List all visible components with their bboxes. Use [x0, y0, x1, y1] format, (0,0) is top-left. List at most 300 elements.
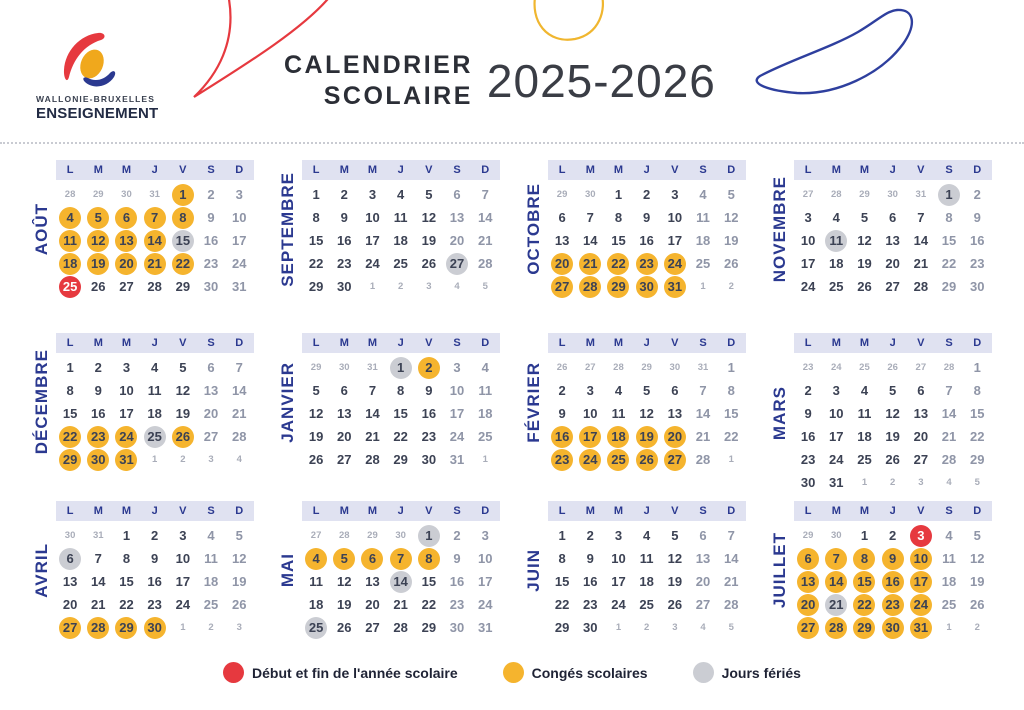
header: [0, 0, 1024, 143]
day-cell: 23: [802, 362, 814, 373]
dow-label: L: [312, 337, 320, 349]
day-cell: 31: [915, 189, 927, 200]
day-cell: 29: [859, 189, 870, 200]
day-cell: 7: [822, 547, 850, 570]
day-cell: 23: [421, 429, 437, 444]
logo-text-line1: WALLONIE-BRUXELLES: [36, 94, 155, 104]
day-cell: 20: [661, 425, 689, 448]
day-cell: 26: [885, 452, 900, 467]
day-cell: 12: [337, 574, 352, 589]
day-cell: 4: [832, 210, 840, 225]
day-cell: 19: [723, 233, 739, 248]
day-cell: 7: [917, 210, 925, 225]
day-cell: 28: [84, 616, 112, 639]
day-cell: 1: [152, 454, 158, 465]
dow-label: D: [481, 164, 490, 176]
day-cell: 14: [365, 406, 380, 421]
dow-label: D: [481, 337, 490, 349]
day-cell: 21: [141, 252, 169, 275]
day-cell: 2: [151, 528, 159, 543]
day-cell: 8: [727, 383, 735, 398]
day-cell: 17: [576, 425, 604, 448]
day-cell: 30: [584, 189, 596, 200]
day-cell: 2: [586, 528, 594, 543]
day-cell: 10: [477, 551, 493, 566]
day-cell: 29: [802, 530, 814, 541]
dow-label: M: [339, 337, 349, 349]
day-cell: 28: [338, 530, 350, 541]
day-cell: 31: [697, 362, 709, 373]
day-cell: 18: [56, 252, 84, 275]
day-of-week-header: [548, 160, 746, 180]
dow-label: L: [66, 164, 74, 176]
day-cell: 26: [969, 597, 985, 612]
day-cell: 18: [147, 406, 162, 421]
day-cell: 27: [915, 362, 927, 373]
dow-label: M: [613, 164, 624, 176]
day-cell: 15: [554, 574, 570, 589]
day-cell: 5: [84, 206, 112, 229]
day-cell: 22: [941, 256, 957, 271]
day-cell: 15: [941, 233, 957, 248]
day-cell: 30: [64, 530, 76, 541]
day-cell: 3: [122, 360, 131, 375]
wbe-logo-mark: [58, 32, 122, 90]
day-cell: 1: [700, 281, 706, 292]
day-cell: 1: [558, 528, 566, 543]
day-cell: 30: [337, 279, 352, 294]
day-cell: 4: [643, 528, 651, 543]
day-cell: 12: [231, 551, 247, 566]
dow-label: M: [585, 505, 595, 517]
dow-label: M: [93, 337, 103, 349]
day-cell: 3: [235, 187, 243, 202]
dow-label: L: [66, 337, 74, 349]
day-cell: 15: [393, 406, 408, 421]
day-cell: 12: [969, 551, 985, 566]
day-of-week-header: [56, 160, 254, 180]
day-cell: 16: [449, 574, 465, 589]
day-cell: 29: [393, 452, 408, 467]
day-cell: 6: [112, 206, 140, 229]
school-year: 2025-2026: [486, 54, 716, 107]
day-cell: 28: [613, 362, 624, 373]
day-cell: 19: [633, 425, 661, 448]
day-cell: 12: [667, 551, 683, 566]
dow-label: J: [643, 164, 650, 176]
day-cell: 9: [879, 547, 907, 570]
day-cell: 24: [231, 256, 247, 271]
month-title: AOÛT: [32, 202, 51, 256]
day-cell: 17: [829, 429, 844, 444]
day-cell: 17: [477, 574, 493, 589]
day-cell: 4: [302, 547, 330, 570]
day-cell: 8: [312, 210, 320, 225]
day-cell: 1: [169, 183, 197, 206]
day-cell: 25: [857, 452, 872, 467]
day-cell: 12: [857, 233, 872, 248]
day-cell: 2: [208, 622, 214, 633]
dow-label: J: [151, 505, 158, 517]
day-cell: 13: [794, 570, 822, 593]
month-title: FÉVRIER: [524, 361, 543, 443]
day-cell: 11: [56, 229, 84, 252]
dow-label: M: [613, 505, 624, 517]
day-cell: 3: [907, 524, 935, 547]
day-cell: 7: [699, 383, 707, 398]
day-cell: 30: [583, 620, 598, 635]
day-cell: 3: [614, 528, 623, 543]
day-cell: 28: [830, 189, 842, 200]
day-cell: 18: [203, 574, 219, 589]
day-cell: 7: [387, 547, 415, 570]
day-cell: 22: [969, 429, 985, 444]
day-cell: 19: [885, 429, 900, 444]
day-cell: 25: [859, 362, 870, 373]
dow-label: M: [93, 164, 103, 176]
day-cell: 27: [337, 452, 352, 467]
day-cell: 4: [207, 528, 215, 543]
day-cell: 8: [122, 551, 131, 566]
day-cell: 30: [887, 189, 898, 200]
day-cell: 13: [885, 233, 900, 248]
day-cell: 9: [151, 551, 159, 566]
day-cell: 2: [207, 187, 215, 202]
day-cell: 2: [889, 528, 897, 543]
day-cell: 2: [804, 383, 812, 398]
dow-label: M: [859, 505, 870, 517]
day-cell: 1: [415, 524, 443, 547]
dow-label: S: [453, 505, 461, 517]
day-cell: 7: [727, 528, 735, 543]
month-title: DÉCEMBRE: [32, 349, 51, 455]
day-cell: 3: [671, 187, 679, 202]
day-cell: 9: [94, 383, 102, 398]
dow-label: J: [397, 164, 404, 176]
day-cell: 16: [147, 574, 162, 589]
day-cell: 9: [586, 551, 594, 566]
dow-label: V: [917, 337, 925, 349]
day-cell: 27: [584, 362, 596, 373]
day-cell: 11: [147, 383, 162, 398]
day-cell: 24: [661, 252, 689, 275]
day-cell: 26: [556, 362, 568, 373]
day-cell: 25: [141, 425, 169, 448]
day-cell: 30: [969, 279, 985, 294]
dow-label: S: [699, 337, 707, 349]
day-cell: 11: [639, 551, 654, 566]
day-cell: 18: [639, 574, 654, 589]
day-cell: 26: [308, 452, 324, 467]
day-cell: 13: [554, 233, 570, 248]
legend-label: Début et fin de l'année scolaire: [252, 664, 458, 681]
dow-label: M: [585, 164, 595, 176]
day-cell: 9: [207, 210, 215, 225]
day-cell: 14: [231, 383, 247, 398]
day-cell: 31: [661, 275, 689, 298]
day-cell: 4: [56, 206, 84, 229]
day-cell: 18: [308, 597, 324, 612]
day-cell: 31: [92, 530, 104, 541]
day-cell: 18: [857, 429, 872, 444]
day-of-week-header: [794, 333, 992, 353]
day-cell: 9: [558, 406, 566, 421]
day-cell: 22: [119, 597, 134, 612]
day-cell: 22: [169, 252, 197, 275]
day-cell: 30: [203, 279, 219, 294]
day-cell: 17: [907, 570, 935, 593]
day-cell: 25: [302, 616, 330, 639]
day-cell: 8: [945, 210, 953, 225]
day-cell: 20: [365, 597, 380, 612]
dotted-divider: [0, 142, 1024, 144]
day-cell: 17: [800, 256, 816, 271]
day-cell: 22: [308, 256, 324, 271]
dow-label: J: [397, 337, 404, 349]
dow-label: S: [453, 337, 461, 349]
day-cell: 10: [611, 551, 626, 566]
dow-label: V: [425, 337, 433, 349]
day-cell: 27: [661, 448, 689, 471]
day-cell: 13: [62, 574, 78, 589]
day-cell: 20: [885, 256, 900, 271]
day-cell: 23: [84, 425, 112, 448]
day-cell: 20: [62, 597, 78, 612]
day-cell: 17: [231, 233, 247, 248]
day-cell: 26: [633, 448, 661, 471]
day-cell: 6: [207, 360, 215, 375]
month-decembre: [28, 333, 274, 501]
day-cell: 14: [583, 233, 598, 248]
day-cell: 5: [330, 547, 358, 570]
dow-label: V: [179, 505, 187, 517]
day-cell: 11: [857, 406, 872, 421]
day-cell: 25: [393, 256, 408, 271]
red-circle-icon: [223, 662, 244, 683]
day-cell: 1: [614, 187, 623, 202]
dow-label: L: [804, 164, 812, 176]
day-cell: 5: [727, 187, 735, 202]
day-cell: 3: [453, 360, 461, 375]
day-cell: 27: [119, 279, 134, 294]
day-cell: 8: [415, 547, 443, 570]
day-cell: 28: [393, 620, 408, 635]
dow-label: L: [558, 337, 566, 349]
day-cell: 6: [671, 383, 679, 398]
dow-label: S: [207, 337, 215, 349]
day-cell: 14: [913, 233, 929, 248]
dow-label: S: [453, 164, 461, 176]
month-title: MARS: [770, 386, 789, 441]
day-cell: 27: [885, 279, 900, 294]
dow-label: V: [671, 164, 679, 176]
day-cell: 29: [941, 279, 957, 294]
day-cell: 19: [337, 597, 352, 612]
day-cell: 22: [554, 597, 570, 612]
day-cell: 26: [337, 620, 352, 635]
day-cell: 28: [477, 256, 493, 271]
day-cell: 26: [887, 362, 898, 373]
day-cell: 30: [84, 448, 112, 471]
day-cell: 2: [558, 383, 566, 398]
month-mai: [274, 501, 520, 639]
page-title: [284, 50, 716, 111]
day-cell: 19: [421, 233, 437, 248]
day-cell: 5: [860, 210, 869, 225]
day-cell: 28: [365, 452, 380, 467]
day-of-week-header: [302, 333, 500, 353]
day-cell: 23: [969, 256, 985, 271]
day-cell: 12: [723, 210, 739, 225]
month-fevrier: [520, 333, 766, 501]
day-cell: 16: [583, 574, 598, 589]
day-cell: 6: [453, 187, 461, 202]
day-cell: 8: [66, 383, 74, 398]
day-cell: 2: [728, 281, 734, 292]
day-cell: 15: [850, 570, 878, 593]
day-cell: 30: [338, 362, 350, 373]
day-cell: 3: [804, 210, 812, 225]
day-cell: 24: [800, 279, 816, 294]
day-cell: 20: [449, 233, 465, 248]
day-cell: 28: [941, 452, 957, 467]
day-cell: 21: [723, 574, 739, 589]
day-cell: 2: [180, 454, 186, 465]
day-cell: 13: [667, 406, 683, 421]
day-cell: 5: [974, 477, 980, 488]
day-cell: 10: [175, 551, 191, 566]
dow-label: L: [66, 505, 74, 517]
day-cell: 4: [700, 622, 706, 633]
dow-label: D: [973, 164, 982, 176]
day-cell: 24: [907, 593, 935, 616]
day-cell: 26: [421, 256, 437, 271]
dow-label: M: [367, 337, 378, 349]
day-cell: 21: [913, 256, 929, 271]
day-cell: 27: [443, 252, 471, 275]
day-cell: 23: [337, 256, 352, 271]
day-cell: 19: [175, 406, 191, 421]
day-cell: 11: [393, 210, 408, 225]
day-cell: 2: [415, 356, 443, 379]
dow-label: V: [671, 505, 679, 517]
logo-text-line2: ENSEIGNEMENT: [36, 105, 159, 122]
day-cell: 10: [365, 210, 380, 225]
day-cell: 28: [64, 189, 76, 200]
day-cell: 26: [857, 279, 872, 294]
month-title: JUILLET: [770, 532, 789, 608]
day-cell: 23: [203, 256, 219, 271]
day-cell: 13: [337, 406, 352, 421]
day-cell: 25: [604, 448, 632, 471]
dow-label: V: [179, 337, 187, 349]
day-cell: 24: [112, 425, 140, 448]
day-cell: 7: [586, 210, 594, 225]
day-cell: 4: [236, 454, 242, 465]
day-cell: 5: [235, 528, 243, 543]
day-cell: 7: [94, 551, 102, 566]
day-cell: 29: [367, 530, 378, 541]
day-cell: 5: [973, 528, 981, 543]
day-cell: 29: [604, 275, 632, 298]
day-cell: 1: [66, 360, 74, 375]
month-janvier: [274, 333, 520, 501]
day-cell: 15: [969, 406, 985, 421]
day-cell: 4: [454, 281, 460, 292]
dow-label: L: [804, 337, 812, 349]
day-cell: 14: [387, 570, 415, 593]
day-cell: 10: [829, 406, 844, 421]
day-cell: 28: [822, 616, 850, 639]
day-cell: 21: [822, 593, 850, 616]
day-cell: 30: [800, 475, 816, 490]
day-cell: 1: [122, 528, 131, 543]
dow-label: D: [235, 337, 244, 349]
day-cell: 1: [387, 356, 415, 379]
dow-label: L: [558, 505, 566, 517]
day-cell: 23: [633, 252, 661, 275]
dow-label: D: [973, 505, 982, 517]
day-cell: 27: [365, 620, 380, 635]
day-cell: 16: [879, 570, 907, 593]
day-cell: 31: [829, 475, 844, 490]
day-cell: 27: [913, 452, 929, 467]
dow-label: S: [207, 164, 215, 176]
dow-label: L: [312, 505, 320, 517]
day-cell: 24: [611, 597, 626, 612]
day-cell: 16: [337, 233, 352, 248]
day-cell: 8: [558, 551, 566, 566]
day-cell: 17: [611, 574, 626, 589]
dow-label: J: [151, 164, 158, 176]
day-cell: 28: [695, 452, 711, 467]
dow-label: D: [481, 505, 490, 517]
day-cell: 29: [850, 616, 878, 639]
day-cell: 15: [421, 574, 437, 589]
day-cell: 2: [973, 187, 981, 202]
day-cell: 29: [556, 189, 568, 200]
day-cell: 9: [804, 406, 812, 421]
day-cell: 20: [695, 574, 711, 589]
dow-label: J: [397, 505, 404, 517]
day-cell: 31: [449, 452, 465, 467]
day-cell: 6: [794, 547, 822, 570]
day-cell: 21: [393, 597, 408, 612]
day-cell: 11: [696, 210, 710, 225]
day-cell: 5: [425, 187, 433, 202]
day-cell: 24: [829, 452, 844, 467]
day-cell: 4: [699, 187, 707, 202]
legend-item-debut-fin: [223, 662, 458, 683]
day-cell: 17: [175, 574, 191, 589]
yellow-circle-icon: [503, 662, 524, 683]
dow-label: D: [235, 505, 244, 517]
day-cell: 22: [850, 593, 878, 616]
day-cell: 1: [861, 477, 868, 488]
day-cell: 15: [308, 233, 324, 248]
dow-label: M: [585, 337, 595, 349]
day-cell: 1: [935, 183, 963, 206]
day-cell: 1: [312, 187, 320, 202]
day-cell: 30: [421, 452, 437, 467]
day-of-week-header: [302, 501, 500, 521]
day-cell: 12: [421, 210, 437, 225]
day-cell: 29: [421, 620, 437, 635]
day-cell: 4: [397, 187, 405, 202]
dow-label: J: [889, 164, 896, 176]
month-title: AVRIL: [32, 542, 51, 598]
day-cell: 4: [481, 360, 489, 375]
